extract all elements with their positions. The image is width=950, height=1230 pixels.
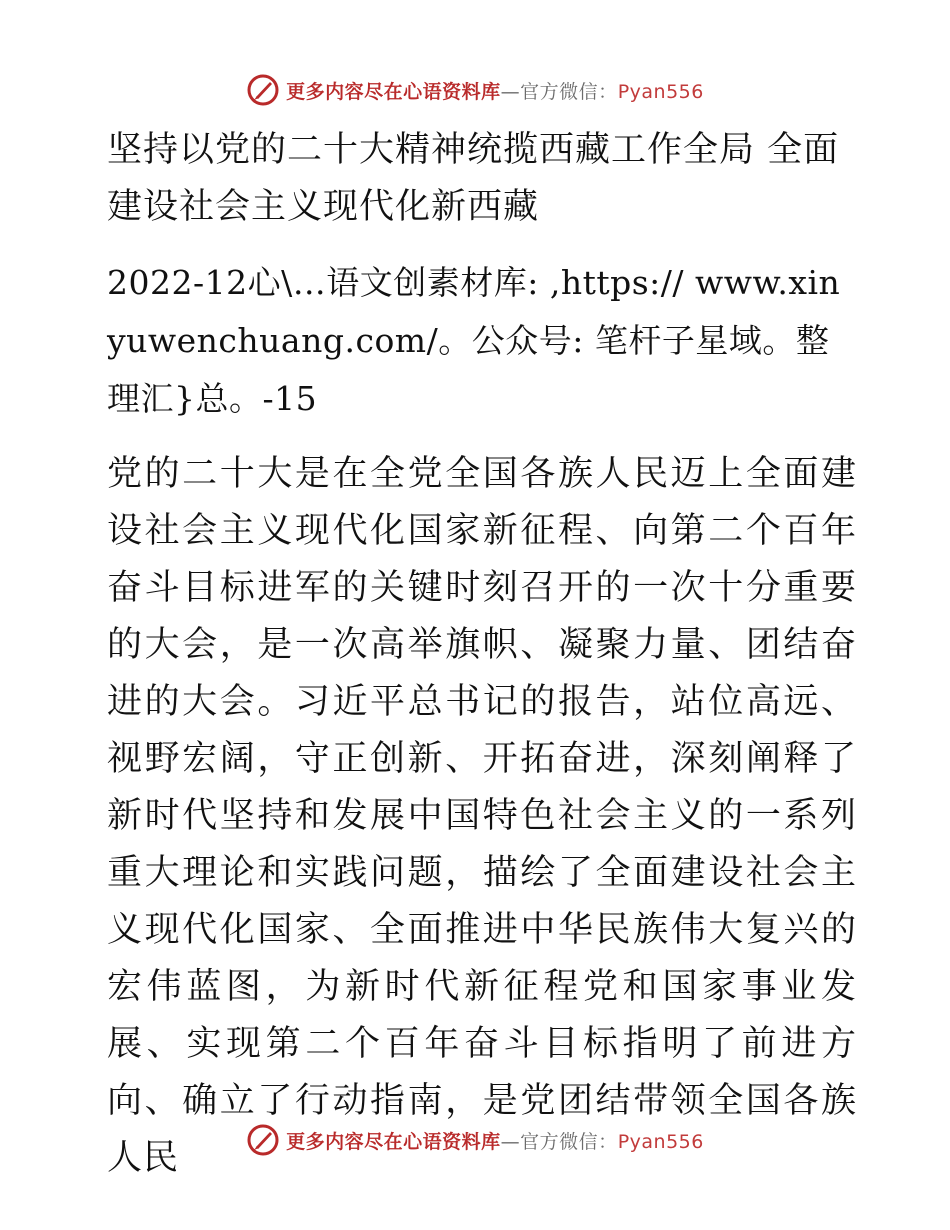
quill-logo-icon bbox=[246, 1123, 280, 1157]
banner-text-line bbox=[286, 77, 704, 104]
banner-promo-text: 更多内容尽在心语资料库 bbox=[286, 1130, 501, 1153]
document-content bbox=[97, 122, 857, 1187]
banner-separator: — bbox=[500, 80, 521, 103]
header-banner bbox=[0, 70, 950, 110]
banner-wechat-label: 官方微信： bbox=[520, 80, 618, 103]
quill-logo-icon bbox=[246, 73, 280, 107]
banner-text-line bbox=[286, 1127, 704, 1154]
banner-wechat-label: 官方微信： bbox=[520, 1130, 618, 1153]
document-meta: 2022-12心\…语文创素材库: ,https:// www.xinyuwenchuang.com/。公众号: 笔杆子星域。整理汇}总。-15 bbox=[107, 263, 841, 418]
footer-banner bbox=[0, 1120, 950, 1160]
banner-wechat-id: Pyan556 bbox=[617, 1130, 704, 1153]
banner-promo-text: 更多内容尽在心语资料库 bbox=[286, 80, 501, 103]
banner-wechat-id: Pyan556 bbox=[617, 80, 704, 103]
document-paragraph: 党的二十大是在全党全国各族人民迈上全面建设社会主义现代化国家新征程、向第二个百年奋斗目标进军的关键时刻召开的一次十分重要的大会，是一次高举旗帜、凝聚力量、团结奋进的大会。习近平总书记的报告，站位高远、视野宏阔，守正创新、开拓奋进，深刻阐释了新时代坚持和发展中国特色社会主义的一系列重大理论和实践问题，描绘了全面建设社会主义现代化国家、全面推进中华民族伟大复兴的宏伟蓝图，为新时代新征程党和国家事业发展、实现第二个百年奋斗目标指明了前进方向、确立了行动指南，是党团结带领全国各族人民 bbox=[107, 454, 857, 1178]
banner-separator: — bbox=[500, 1130, 521, 1153]
document-title: 坚持以党的二十大精神统揽西藏工作全局 全面建设社会主义现代化新西藏 bbox=[107, 130, 840, 227]
